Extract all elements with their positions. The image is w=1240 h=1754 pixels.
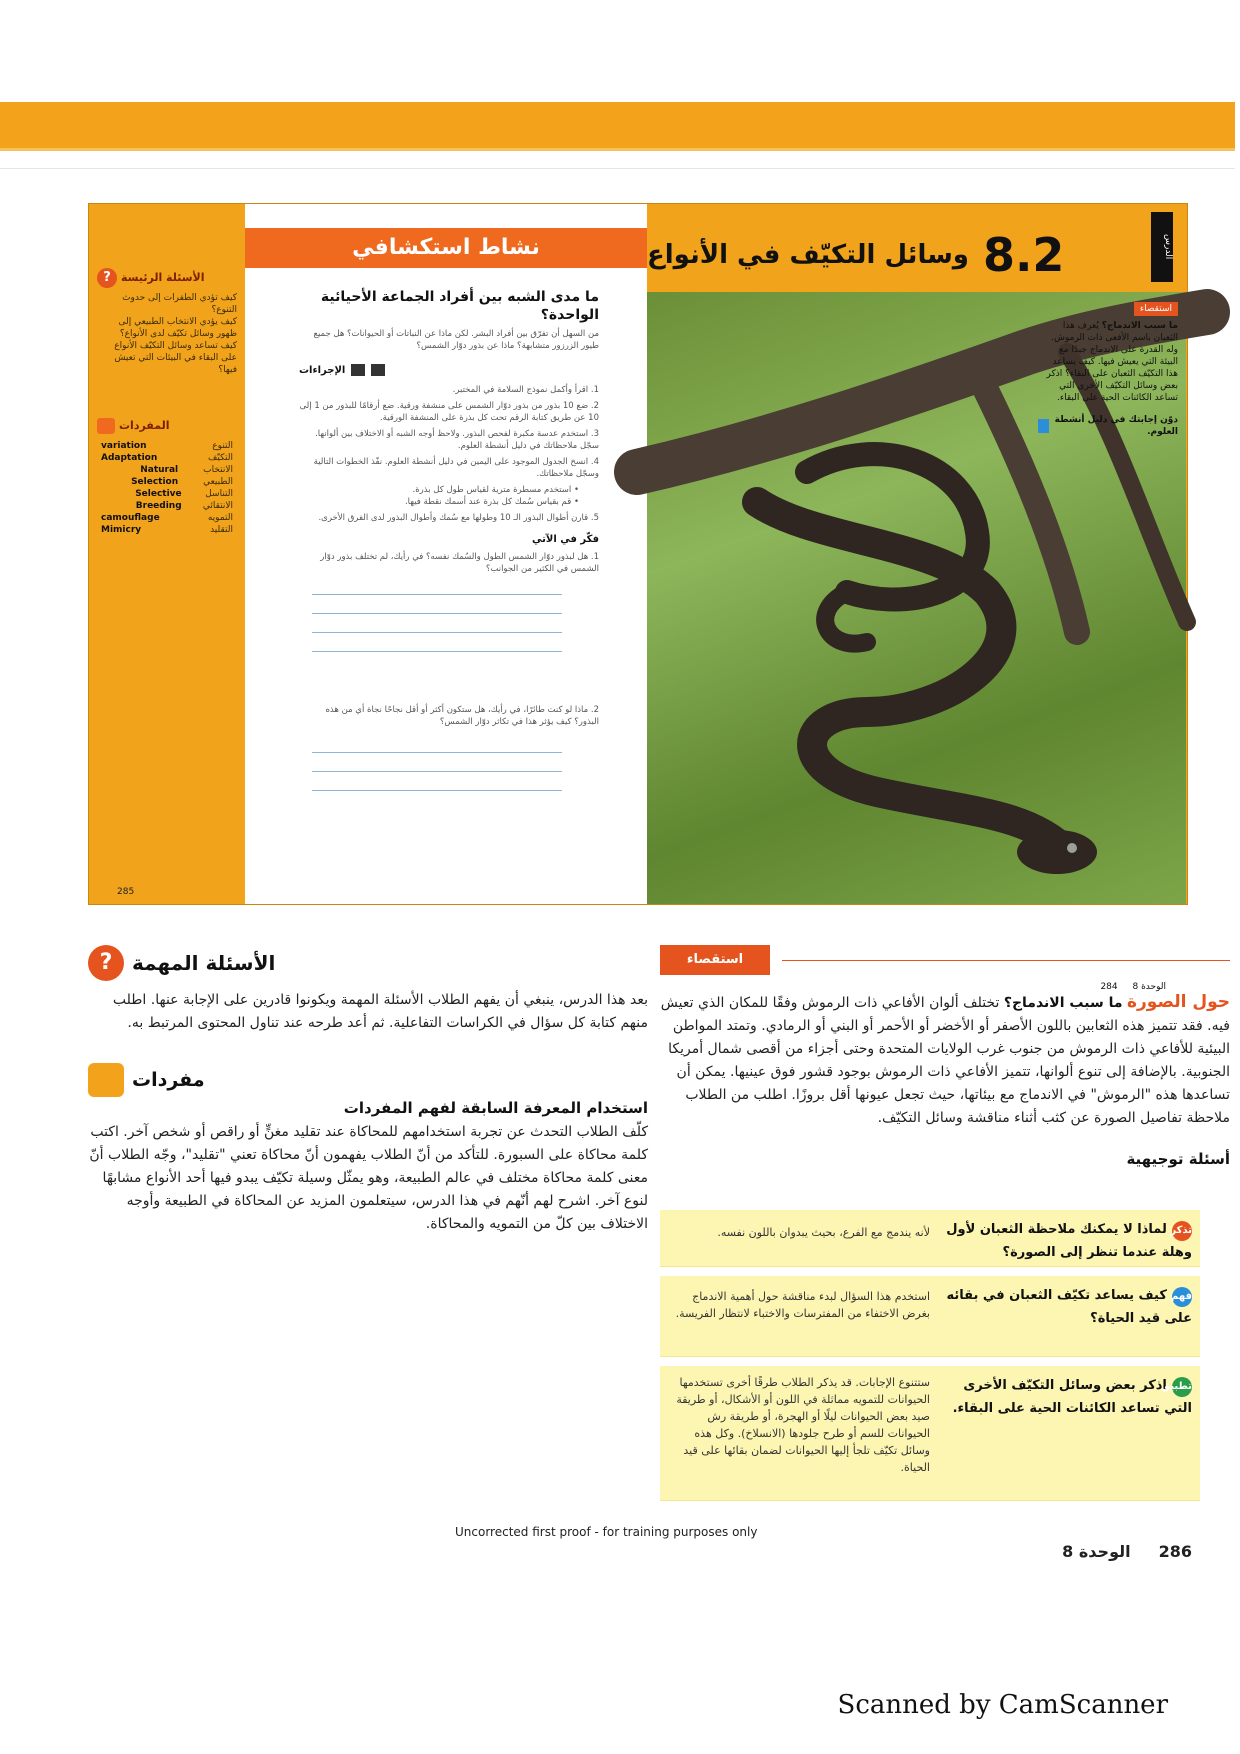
inquiry-tag-guide: استقصاء: [660, 945, 770, 975]
about-photo-heading: حول الصورة: [1126, 992, 1230, 1012]
vocab-item: Adaptation التكيّف: [101, 453, 233, 463]
journal-note: دوّن إجابتك في دليل أنشطة العلوم.: [1054, 415, 1178, 437]
vocab-item: Mimicry التقليد: [101, 525, 233, 535]
vocab-heading: مفردات: [132, 1069, 205, 1091]
think-question: 1. هل لبذور دوّار الشمس الطول والسُمك نفسه؟ في رأيك، لم تختلف بذور دوّار الشمس في الكثير من الجوانب؟: [320, 552, 599, 574]
procedure-title: الإجراءات: [299, 364, 346, 376]
activity-title: ما مدى الشبه بين أفراد الجماعة الأحيائية الواحدة؟: [320, 289, 599, 323]
top-divider: [0, 168, 1235, 169]
question-mark-icon: ?: [88, 945, 124, 981]
safety-icon: [371, 364, 385, 376]
top-orange-band-edge: [0, 148, 1235, 151]
vocab-item: Natural Selection الانتخاب الطبيعي: [131, 465, 233, 487]
activity-panel: [245, 204, 647, 904]
step: 3. استخدم عدسة مكبرة لفحص البذور. ولاحظ أوجه الشبه أو الاختلاف بين ألوانها. سجّل ملاحظاتك في دليل أنشطة العلوم.: [315, 429, 599, 451]
about-photo-question: ما سبب الاندماج؟: [1003, 995, 1123, 1011]
remember-badge: تذكر: [1172, 1221, 1192, 1241]
step: 2. ضع 10 بذور من بذور دوّار الشمس على منشفة ورقية. ضع أرقامًا للبذور من 1 إلى 10 عن طريق كتابة الرقم تحت كل بذرة على المنشفة الورقية.: [299, 401, 599, 423]
inquiry-tag: استقصاء: [1134, 302, 1178, 316]
margin-question-2: كيف يؤدي الانتخاب الطبيعي إلى ظهور وسائل تكيّف لدى الأنواع؟: [118, 317, 237, 339]
page-number-285: 285: [117, 887, 135, 897]
page-footer: [1062, 1542, 1192, 1561]
lesson-number: 8.2: [982, 228, 1065, 282]
margin-question-1: كيف تؤدي الطفرات إلى حدوث التنوع؟: [122, 293, 237, 315]
step: • قم بقياس سُمك كل بذرة عند أسمك نقطة فيها.: [404, 497, 579, 507]
margin-vocab-title: المفردات: [119, 419, 170, 432]
pencil-icon: [1038, 419, 1049, 433]
guiding-questions-heading: أسئلة توجيهية: [1126, 1150, 1230, 1168]
page-unit-label: الوحدة 8: [1132, 982, 1166, 992]
footer-unit-label: الوحدة 8: [1062, 1542, 1131, 1561]
think-question: 2. ماذا لو كنت طائرًا، في رأيك، هل ستكون أكثر أو أقل نجاحًا نجاة أي من هذه البذور؟ كيف يؤثر هذا في تكاثر دوّار الشمس؟: [325, 705, 599, 727]
answer-lines-1: [312, 594, 562, 652]
vocabulary-icon: [88, 1063, 124, 1097]
goggles-icon: [351, 364, 365, 376]
top-orange-band: [0, 102, 1235, 148]
key-questions-section: [88, 945, 648, 1236]
proof-notice: Uncorrected first proof - for training purposes only: [455, 1525, 758, 1539]
page-number-284: 284: [1100, 982, 1118, 992]
guiding-answer: ستتنوع الإجابات. قد يذكر الطلاب طرقًا أخرى تستخدمها الحيوانات للتمويه مماثلة في اللون أو الأشكال، أو طريقة صيد بعض الحيوانات ليلًا أو الهجرة، أو طريقة رش الحيوانات للسم أو طرح جلودها (الانسلاخ). وكل هذه وسائل تكيّف تلجأ إليها الحيوانات لضمان بقائها على قيد الحياة.: [676, 1376, 930, 1474]
step: • استخدم مسطرة مترية لقياس طول كل بذرة.: [412, 485, 579, 495]
step: 5. قارن أطوال البذور الـ 10 وطولها مع سُمك وأطوال البذور لدى الفرق الأخرى.: [318, 513, 599, 523]
vocab-subheading: استخدام المعرفة السابقة لفهم المفردات: [343, 1099, 648, 1117]
photo-text: يُعرف هذا الثعبان باسم الأفعى ذات الرموش. وله القدرة على الاندماج جيدًا مع البيئة التي يعيش فيها. كيف يساعد هذا التكيّف الثعبان على البقاء؟ اذكر بعض وسائل التكيّف الأخرى التي تساعد الكائنات الحية على البقاء.: [1046, 321, 1178, 403]
scanner-watermark: Scanned by CamScanner: [837, 1690, 1168, 1720]
guiding-question-box-1: [660, 1210, 1200, 1267]
vocab-item: Selective Breeding التناسل الانتقائي: [135, 489, 233, 511]
footer-page-number: 286: [1158, 1542, 1192, 1561]
lesson-title: وسائل التكيّف في الأنواع: [647, 240, 969, 270]
key-questions-body: بعد هذا الدرس، ينبغي أن يفهم الطلاب الأسئلة المهمة ويكونوا قادرين على الإجابة عنها. اطلب منهم كتابة كل سؤال في الكراسات التفاعلية. ثم أعد طرحه عند تناول المحتوى المرتبط به.: [112, 992, 648, 1031]
vocab-body: كلّف الطلاب التحدث عن تجربة استخدامهم للمحاكاة عند تقليد مغنٍّ أو راقص أو شخص آخر. اكتب كلمة محاكاة على السبورة. للتأكد من أنّ الطلاب يفهمون أنّ محاكاة تعني "تقليد"، وجّه الطلاب أنّ معنى كلمة محاكاة مختلف في عالم الطبيعة، وهو يمثّل وسيلة تكيّف يبدو فيها أحد الأنواع مشابهًا لنوع آخر. اشرح لهم أنّهم في هذا الدرس، سيتعلمون المزيد عن المحاكاة في الطبيعة وأوجه الاختلاف بين كلّ من التمويه والمحاكاة.: [89, 1124, 648, 1232]
activity-intro: من السهل أن تفرّق بين أفراد البشر. لكن ماذا عن النباتات أو الحيوانات؟ هل جميع طيور الزرزور متشابهة؟ ماذا عن بذور دوّار الشمس؟: [313, 329, 599, 351]
margin-question-3: كيف تساعد وسائل التكيّف الأنواع على البقاء في البيئات التي تعيش فيها؟: [114, 341, 237, 375]
guiding-answer: لأنه يندمج مع الفرع، بحيث يبدوان باللون نفسه.: [717, 1226, 930, 1239]
guiding-question: كيف يساعد تكيّف الثعبان في بقائه على قيد الحياة؟: [946, 1288, 1192, 1326]
guiding-answer: استخدم هذا السؤال لبدء مناقشة حول أهمية الاندماج بغرض الاختفاء من المفترسات والاختباء لانتظار الفريسة.: [675, 1290, 930, 1320]
vocabulary-icon: [97, 418, 115, 434]
guiding-question-box-2: [660, 1276, 1200, 1357]
understand-badge: فهم: [1172, 1287, 1192, 1307]
think-title: فكّر في الآتي: [532, 534, 599, 545]
step: 4. انسخ الجدول الموجود على اليمين في دليل أنشطة العلوم. نفّذ الخطوات التالية وسجّل ملاحظاتك.: [313, 457, 599, 479]
lesson-heading: [647, 224, 1147, 286]
answer-lines-2: [312, 752, 562, 791]
photo-inquiry-box: [1038, 302, 1178, 438]
guiding-question-box-3: [660, 1366, 1200, 1501]
margin-key-questions: [97, 268, 237, 376]
step: 1. اقرأ وأكمل نموذج السلامة في المختبر.: [452, 385, 599, 395]
about-photo-body: حول الصورة ما سبب الاندماج؟ تختلف ألوان الأفاعي ذات الرموش وفقًا للمكان الذي تعيش فيه. فقد تتميز هذه الثعابين باللون الأصفر أو الأخضر أو الأحمر أو البني أو الرمادي. وتمتد المواطن البيئية للأفاعي ذات الرموش من جنوب غرب الولايات المتحدة وحتى أجزاء من أقصى شمال أمريكا الجنوبية. بالإضافة إلى تنوع ألوانها، تتميز الأفاعي ذات الرموش بوجود قشور فوق عينيها. يمكن أن تساعدها هذه "الرموش" في الاندماج مع بيئاتها، حيث تجعل عيونها أقل بروزًا. اطلب من الطلاب ملاحظة تفاصيل الصورة عن كثب أثناء مناقشة وسائل التكيّف.: [660, 992, 1230, 1126]
apply-badge: تطبيق: [1172, 1377, 1192, 1397]
photo-question: ما سبب الاندماج؟: [1101, 321, 1178, 331]
activity-header: نشاط استكشافي: [245, 228, 647, 268]
about-photo-section: [660, 945, 1230, 1168]
margin-key-questions-title: الأسئلة الرئيسة: [121, 271, 205, 284]
margin-column: [89, 204, 245, 904]
guiding-question: لماذا لا يمكنك ملاحظة الثعبان لأول وهلة عندما تنظر إلى الصورة؟: [946, 1222, 1192, 1260]
guiding-question: اذكر بعض وسائل التكيّف الأخرى التي تساعد الكائنات الحية على البقاء.: [952, 1378, 1192, 1416]
vocab-item: variation التنوع: [101, 441, 233, 451]
snake-photo: [647, 292, 1186, 992]
lesson-tab: الدرس: [1151, 212, 1173, 282]
key-questions-heading: الأسئلة المهمة: [132, 951, 276, 975]
question-mark-icon: ?: [97, 268, 117, 288]
vocab-item: camouflage التمويه: [101, 513, 233, 523]
margin-vocabulary: [97, 418, 237, 536]
